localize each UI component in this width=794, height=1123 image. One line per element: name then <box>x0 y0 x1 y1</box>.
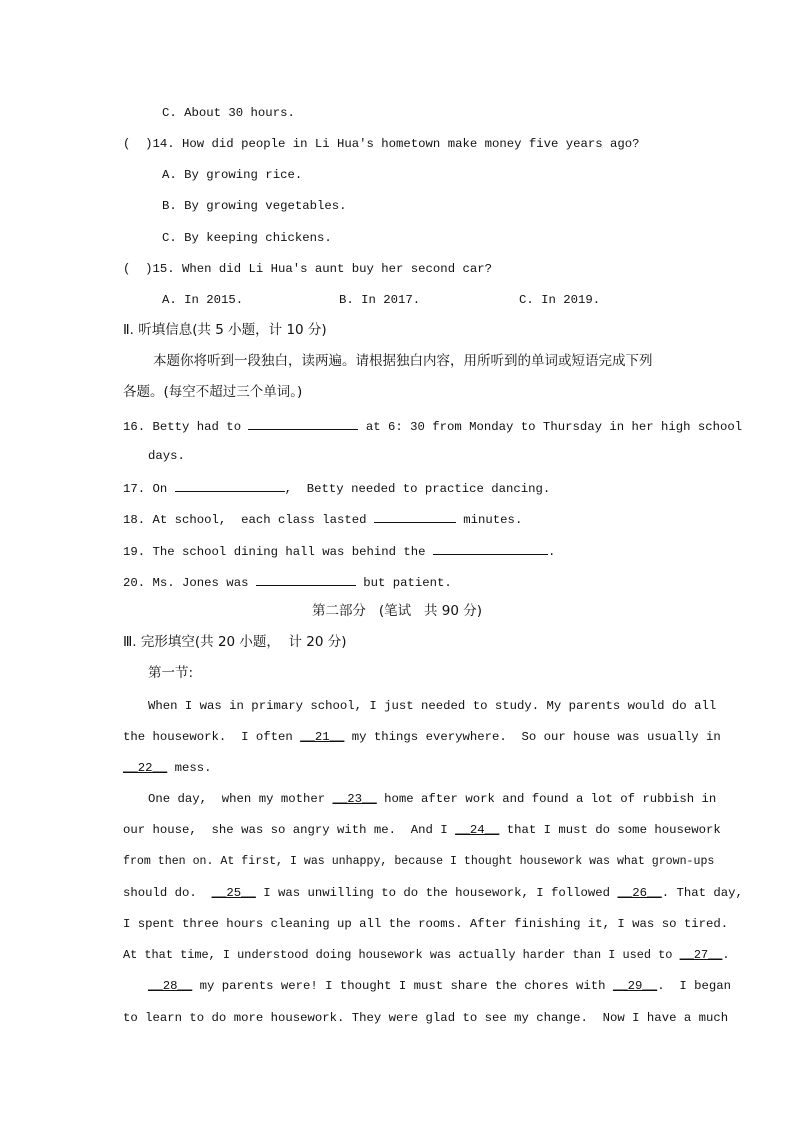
q20-answer-blank[interactable] <box>256 573 356 586</box>
passage-line <box>123 947 730 963</box>
passage-text: my things everywhere. So our house was usually in <box>344 730 721 744</box>
q19-text-pre: 19. The school dining hall was behind the <box>123 545 433 559</box>
part2-title: 第二部分 (笔试 共 90 分) <box>311 603 483 619</box>
blank-26: __26__ <box>617 886 662 900</box>
passage-text: mess. <box>167 761 212 775</box>
passage-line <box>123 822 721 838</box>
section2-instruction-line2: 各题。(每空不超过三个单词。) <box>123 384 303 400</box>
q18-text-pre: 18. At school, each class lasted <box>123 513 374 527</box>
q20-text-post: but patient. <box>355 576 452 590</box>
q18-text-post: minutes. <box>455 513 523 527</box>
q19-answer-blank[interactable] <box>433 542 548 555</box>
q17-answer-blank[interactable] <box>175 479 285 492</box>
blank-25: __25__ <box>211 886 256 900</box>
q18-answer-blank[interactable] <box>374 510 456 523</box>
passage-text: our house, she was so angry with me. And I <box>123 823 456 837</box>
passage-text: . That day, <box>661 886 743 900</box>
q20 <box>123 573 452 591</box>
passage-text: . I began <box>657 979 731 993</box>
passage-line: I spent three hours cleaning up all the rooms. After finishing it, I was so tired. <box>123 917 729 931</box>
blank-27: __27__ <box>679 948 723 962</box>
q16 <box>123 417 742 435</box>
passage-text: One day, when my mother <box>148 792 333 806</box>
passage-line <box>148 978 731 994</box>
passage-line <box>123 729 721 745</box>
q15-option-a: A. In 2015. <box>162 293 244 307</box>
q14-option-a: A. By growing rice. <box>162 168 303 182</box>
q14-option-c: C. By keeping chickens. <box>162 231 332 245</box>
passage-text: I was unwilling to do the housework, I followed <box>255 886 618 900</box>
blank-29: __29__ <box>612 979 658 993</box>
passage-line: to learn to do more housework. They were glad to see my change. Now I have a much <box>123 1011 729 1025</box>
q16-text-post: at 6: 30 from Monday to Thursday in her high school <box>358 420 743 434</box>
q15-option-b: B. In 2017. <box>339 293 421 307</box>
q16-answer-blank[interactable] <box>248 417 358 430</box>
passage-line <box>123 760 212 776</box>
q18 <box>123 510 522 528</box>
q14-option-b: B. By growing vegetables. <box>162 199 347 213</box>
q17 <box>123 479 550 497</box>
blank-23: __23__ <box>332 792 377 806</box>
section3-subsection-label: 第一节: <box>148 665 194 681</box>
q19-text-post: . <box>547 545 556 559</box>
q15-stem: ( )15. When did Li Hua's aunt buy her second car? <box>123 262 492 276</box>
blank-22: __22__ <box>123 761 168 775</box>
q16-continuation: days. <box>148 449 185 463</box>
passage-text: home after work and found a lot of rubbish in <box>376 792 717 806</box>
blank-21: __21__ <box>300 730 345 744</box>
q16-text-pre: 16. Betty had to <box>123 420 249 434</box>
section2-title: Ⅱ. 听填信息(共 5 小题，计 10 分) <box>123 322 327 338</box>
passage-line <box>123 885 743 901</box>
passage-line <box>148 791 716 807</box>
passage-text: should do. <box>123 886 212 900</box>
passage-line: When I was in primary school, I just needed to study. My parents would do all <box>148 699 717 713</box>
blank-28: __28__ <box>148 979 193 993</box>
passage-text: . <box>722 948 730 962</box>
q19 <box>123 542 555 560</box>
section3-title: Ⅲ. 完形填空(共 20 小题， 计 20 分) <box>123 634 347 650</box>
passage-line: from then on. At first, I was unhappy, because I thought housework was what grown-ups <box>123 855 715 868</box>
passage-text: that I must do some housework <box>499 823 721 837</box>
section2-instruction-line1: 本题你将听到一段独白，读两遍。请根据独白内容，用所听到的单词或短语完成下列 <box>153 353 653 369</box>
q14-stem: ( )14. How did people in Li Hua's hometown make money five years ago? <box>123 137 640 151</box>
blank-24: __24__ <box>455 823 500 837</box>
q13-option-c: C. About 30 hours. <box>162 106 295 120</box>
q17-text-post: , Betty needed to practice dancing. <box>284 482 551 496</box>
passage-text: my parents were! I thought I must share the chores with <box>192 979 613 993</box>
passage-text: At that time, I understood doing housework was actually harder than I used to <box>123 948 680 962</box>
passage-text: the housework. I often <box>123 730 301 744</box>
q20-text-pre: 20. Ms. Jones was <box>123 576 256 590</box>
q15-option-c: C. In 2019. <box>519 293 601 307</box>
q17-text-pre: 17. On <box>123 482 175 496</box>
